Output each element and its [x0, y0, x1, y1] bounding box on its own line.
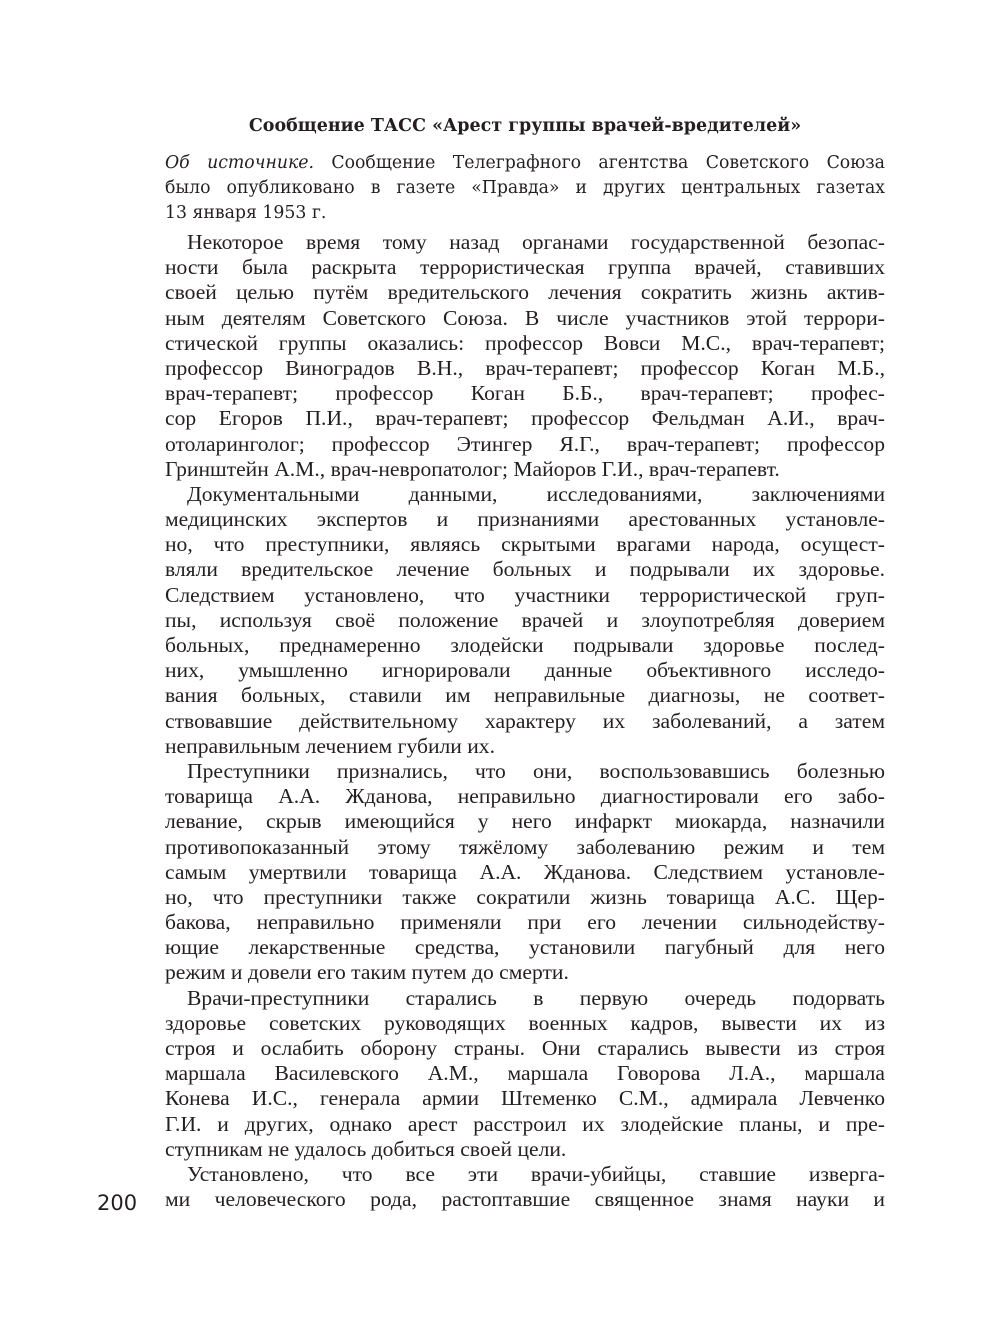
body-line: самым умертвили товарища А.А. Жданова. Следствием установле- — [165, 859, 885, 884]
body-line: здоровье советских руководящих военных кадров, вывести их из — [165, 1010, 885, 1035]
body-line: Г.И. и других, однако арест расстроил их злодейские планы, и пре- — [165, 1111, 885, 1136]
body-line: ми человеческого рода, растоптавшие священное знамя науки и — [165, 1187, 885, 1212]
body-line: больных, преднамеренно злодейски подрывали здоровье послед- — [165, 633, 885, 657]
body-line: них, умышленно игнорировали данные объективного исследо- — [165, 658, 885, 683]
body-line: своей целью путём вредительского лечения сократить жизнь актив- — [165, 280, 885, 305]
body-line: Документальными данными, исследованиями, заключениями — [187, 481, 885, 506]
body-line: профессор Виноградов В.Н., врач-терапевт; профессор Коган М.Б., — [165, 355, 885, 380]
body-line: маршала Василевского А.М., маршала Говорова Л.А., маршала — [165, 1061, 885, 1086]
page-title: Сообщение ТАСС «Арест группы врачей-вредителей» — [248, 116, 802, 136]
source-note-label: Об источнике. — [165, 153, 314, 173]
body-line: сор Егоров П.И., врач-терапевт; профессор Фельдман А.И., врач- — [165, 406, 885, 431]
body-line: вания больных, ставили им неправильные диагнозы, не соответ- — [165, 683, 885, 708]
body-line: строя и ослабить оборону страны. Они старались вывести из строя — [165, 1036, 885, 1060]
source-note — [165, 151, 885, 226]
body-line: левание, скрыв имеющийся у него инфаркт миокарда, назначили — [165, 809, 885, 834]
body-line: но, что преступники, являясь скрытыми врагами народа, осущест- — [165, 532, 885, 557]
body-line: Установлено, что все эти врачи-убийцы, ставшие изверга- — [187, 1161, 885, 1186]
body-line: стической группы оказались: профессор Вовси М.С., врач-терапевт; — [165, 330, 885, 355]
source-note-line: 13 января 1953 г. — [165, 203, 327, 223]
body-line: ступникам не удалось добиться своей цели. — [165, 1136, 567, 1161]
article-body — [165, 230, 885, 1212]
body-line: врач-терапевт; профессор Коган Б.Б., врач-терапевт; профес- — [165, 381, 885, 406]
body-line: режим и довели его таким путем до смерти. — [165, 960, 569, 985]
body-line: противопоказанный этому тяжёлому заболеванию режим и тем — [165, 834, 885, 859]
body-line: ным деятелям Советского Союза. В числе участников этой террори- — [165, 305, 885, 330]
source-note-line — [165, 151, 885, 176]
body-line: вляли вредительское лечение больных и подрывали их здоровье. — [165, 557, 885, 582]
body-line: Гринштейн А.М., врач-невропатолог; Майоров Г.И., врач-терапевт. — [165, 456, 780, 481]
body-line: но, что преступники также сократили жизнь товарища А.С. Щер- — [165, 884, 885, 909]
body-line: бакова, неправильно применяли при его лечении сильнодейству- — [165, 910, 885, 935]
body-line: ствовавшие действительному характеру их заболеваний, а затем — [165, 708, 885, 733]
body-line: Врачи-преступники старались в первую очередь подорвать — [187, 985, 885, 1010]
body-line: медицинских экспертов и признаниями арестованных установле- — [165, 507, 885, 532]
body-line: отоларинголог; профессор Этингер Я.Г., врач-терапевт; профессор — [165, 431, 885, 456]
body-line: Следствием установлено, что участники террористической груп- — [165, 582, 885, 607]
body-line: Конева И.С., генерала армии Штеменко С.М., адмирала Левченко — [165, 1086, 885, 1111]
body-line: ющие лекарственные средства, установили пагубный для него — [165, 935, 885, 960]
body-line: ности была раскрыта террористическая группа врачей, ставивших — [165, 255, 885, 280]
page-number: 200 — [97, 1191, 138, 1215]
source-note-text: Сообщение Телеграфного агентства Советского Союза — [314, 153, 885, 173]
source-note-line: было опубликовано в газете «Правда» и других центральных газетах — [165, 178, 885, 198]
body-line: товарища А.А. Жданова, неправильно диагностировали его забо- — [165, 784, 885, 809]
body-line: Преступники признались, что они, воспользовавшись болезнью — [187, 758, 885, 783]
body-line: неправильным лечением губили их. — [165, 733, 496, 758]
body-line: пы, используя своё положение врачей и злоупотребляя доверием — [165, 607, 885, 632]
body-line: Некоторое время тому назад органами государственной безопас- — [187, 230, 885, 254]
